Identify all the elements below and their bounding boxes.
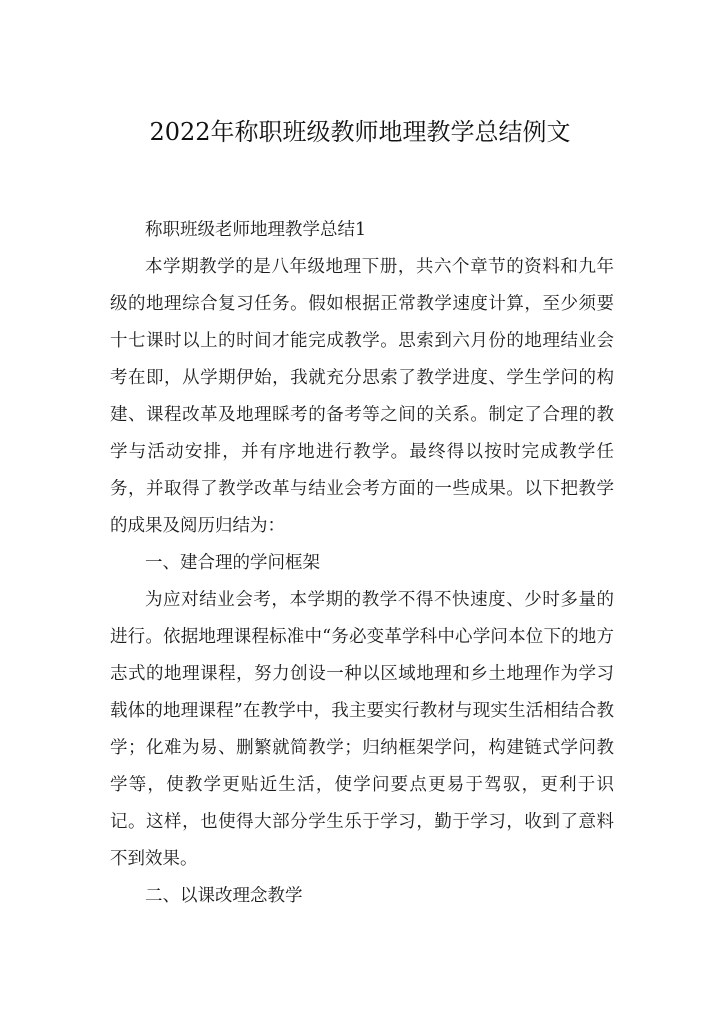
document-body <box>110 212 614 915</box>
document-title: 2022年称职班级教师地理教学总结例文 <box>149 118 571 146</box>
document-subtitle: 称职班级老师地理教学总结1 <box>145 220 367 240</box>
section-heading-2: 二、以课改理念教学 <box>145 886 303 906</box>
section-heading-1: 一、建合理的学问框架 <box>145 553 320 573</box>
paragraph-intro: 本学期教学的是八年级地理下册，共六个章节的资料和九年级的地理综合复习任务。假如根据正常教学速度计算，至少须要十七课时以上的时间才能完成教学。思索到六月份的地理结业会考在即，从学期伊始，我就充分思索了教学进度、学生学问的构建、课程改革及地理睬考的备考等之间的关系。制定了合理的教学与活动安排，并有序地进行教学。最终得以按时完成教学任务，并取得了教学改革与结业会考方面的一些成果。以下把教学的成果及阅历归结为： <box>110 257 614 536</box>
paragraph-section-1: 为应对结业会考，本学期的教学不得不快速度、少时多量的进行。依据地理课程标准中“务必变革学科中心学问本位下的地方志式的地理课程，努力创设一种以区域地理和乡土地理作为学习载体的地理课程”在教学中，我主要实行教材与现实生活相结合教学；化难为易、删繁就简教学；归纳框架学问，构建链式学问教学等，使教学更贴近生活，使学问要点更易于驾驭，更利于识记。这样，也使得大部分学生乐于学习，勤于学习，收到了意料不到效果。 <box>110 590 614 869</box>
